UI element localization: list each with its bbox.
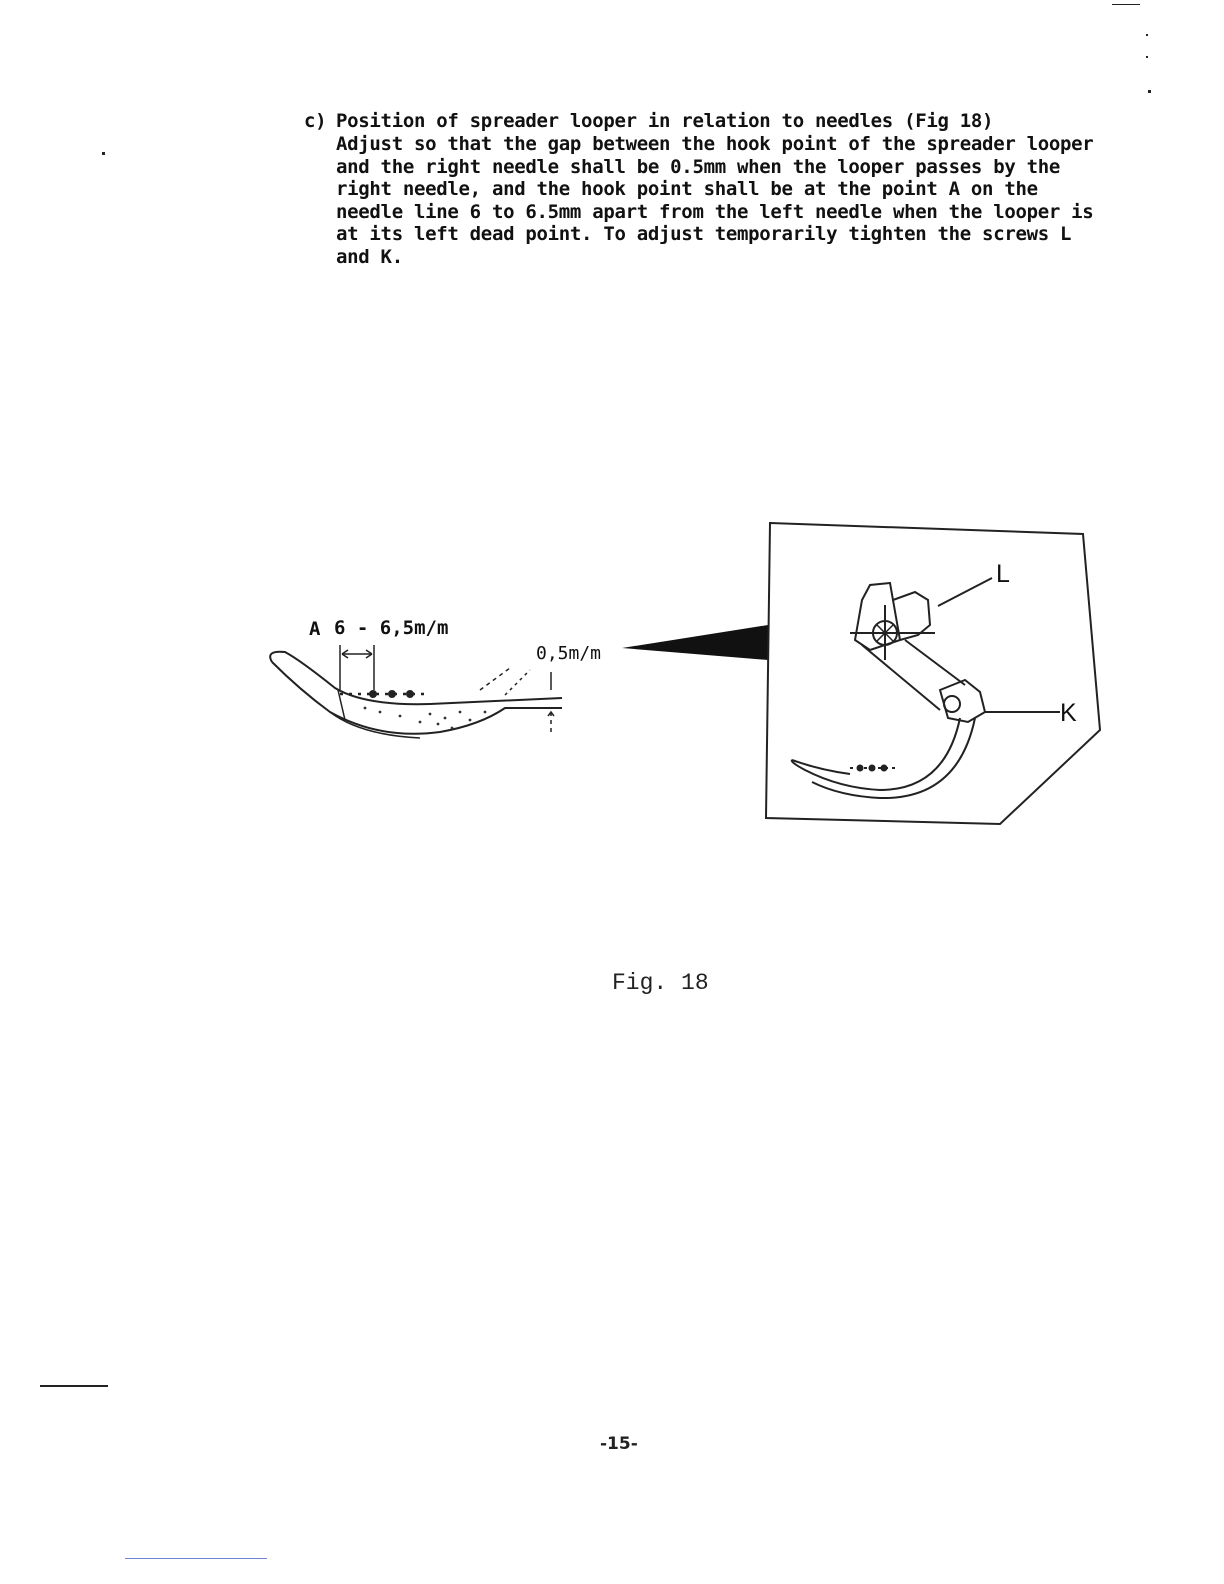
inset-frame [766, 523, 1100, 824]
scan-speck [1148, 90, 1151, 93]
scan-speck [1112, 4, 1140, 5]
looper-detail [270, 645, 562, 738]
section-title: Position of spreader looper in relation to needles (Fig 18) [336, 110, 994, 132]
section-label: c) [304, 110, 327, 132]
instruction-line: at its left dead point. To adjust temporarily tighten the screws L [336, 223, 1072, 245]
instruction-line: Adjust so that the gap between the hook point of the spreader looper [336, 133, 1094, 155]
instruction-line: and K. [336, 245, 403, 268]
figure-caption: Fig. 18 [612, 970, 709, 996]
dimension-gap-label: 0,5m/m [536, 643, 602, 664]
scan-speck [1146, 56, 1148, 58]
screw-l-label: L [996, 560, 1010, 588]
page-number: -15- [600, 1434, 638, 1454]
instruction-line: and the right needle shall be 0.5mm when the looper passes by the [336, 155, 1061, 178]
scan-speck [1146, 34, 1148, 36]
instruction-line: needle line 6 to 6.5mm apart from the left needle when the looper is [336, 200, 1094, 223]
screw-k-label: K [1060, 699, 1077, 727]
leader-wedge [622, 625, 768, 660]
inset-looper-assembly [792, 578, 1060, 798]
footer-rule [125, 1558, 267, 1559]
dimension-left-label: 6 - 6,5m/m [334, 617, 449, 639]
point-a-label: A [309, 618, 321, 640]
scan-speck [102, 152, 105, 155]
instruction-line: right needle, and the hook point shall be at the point A on the [336, 178, 1038, 200]
margin-rule [40, 1385, 108, 1387]
